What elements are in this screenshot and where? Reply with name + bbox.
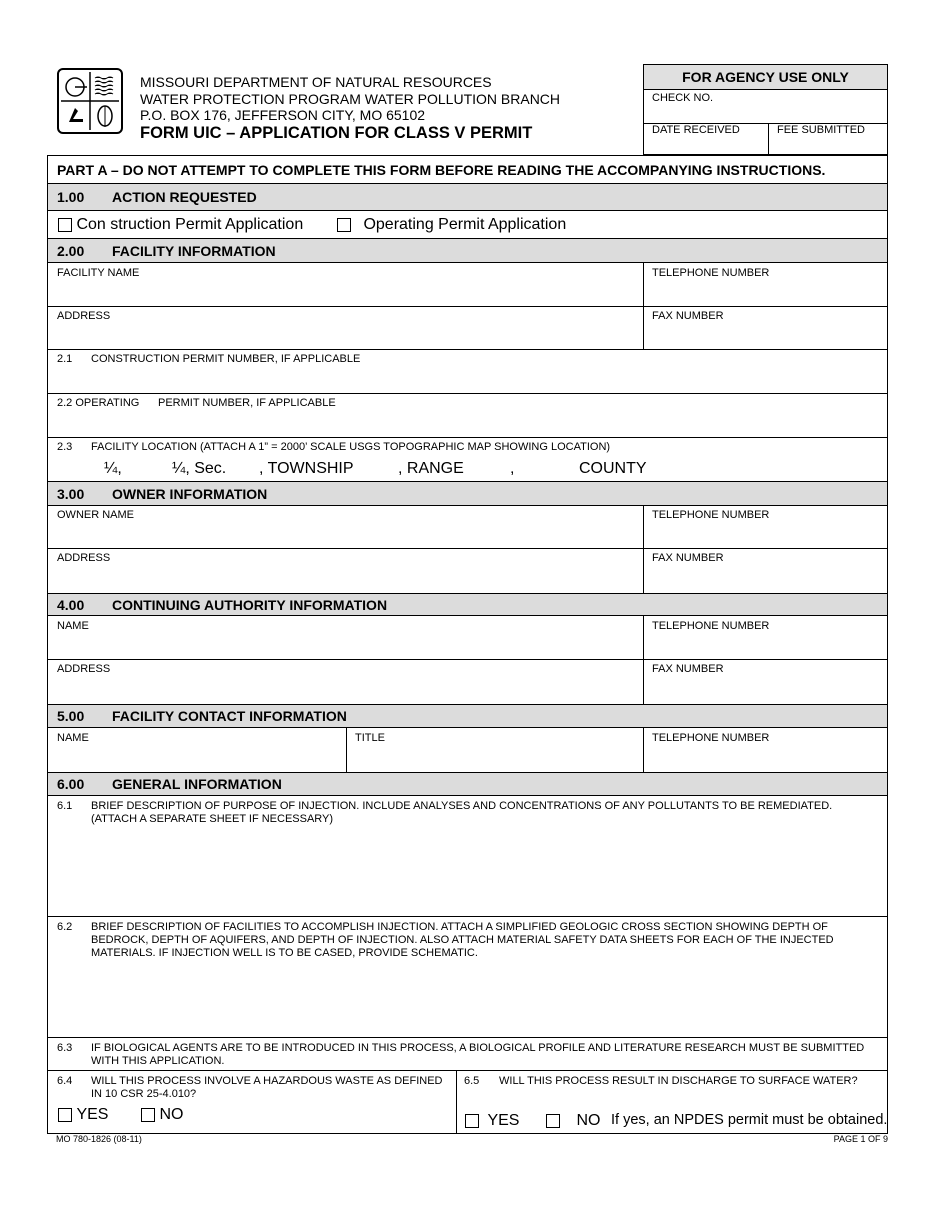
q65-yes-label: YES — [487, 1112, 520, 1129]
location-quarter-2-section[interactable]: ¼, Sec. — [172, 460, 227, 477]
q65-label: WILL THIS PROCESS RESULT IN DISCHARGE TO SURFACE WATER? — [499, 1075, 858, 1087]
location-comma: , — [510, 460, 515, 477]
form-title: FORM UIC – APPLICATION FOR CLASS V PERMIT — [140, 124, 533, 142]
hazard-discharge-row — [48, 1071, 887, 1133]
location-range[interactable]: , RANGE — [398, 460, 464, 477]
q64-no-checkbox[interactable] — [141, 1108, 155, 1122]
q63-number: 6.3 — [57, 1042, 73, 1054]
section-3-number: 3.00 — [57, 486, 85, 502]
authority-name-row — [48, 616, 887, 660]
agency-use-title: FOR AGENCY USE ONLY — [644, 65, 887, 90]
q21-number: 2.1 — [57, 353, 73, 365]
q62-label: BRIEF DESCRIPTION OF FACILITIES TO ACCOMPLISH INJECTION. ATTACH A SIMPLIFIED GEOLOGIC CROSS SECTION SHOWING DEPTH OF BEDROCK, DEPTH OF AQUIFERS, AND DEPTH OF INJECTION. ALSO ATTACH MATERIAL SAFETY DATA SHEETS FOR EACH OF THE INJECTED MATERIALS. IF INJECTION WELL IS TO BE CASED, PROVIDE SCHEMATIC. — [91, 921, 834, 959]
section-5-number: 5.00 — [57, 708, 85, 724]
agency-use-box — [643, 64, 888, 155]
page-number: PAGE 1 OF 9 — [833, 1134, 888, 1144]
q62-number: 6.2 — [57, 921, 73, 933]
injection-purpose-row[interactable] — [48, 796, 887, 917]
q23-label: FACILITY LOCATION (ATTACH A 1” = 2000’ SCALE USGS TOPOGRAPHIC MAP SHOWING LOCATION) — [91, 441, 611, 453]
facility-name-label: FACILITY NAME — [57, 267, 140, 279]
facility-name-field[interactable] — [48, 263, 643, 306]
section-3-title: OWNER INFORMATION — [112, 486, 268, 502]
section-5-header — [48, 705, 887, 728]
section-4-header — [48, 594, 887, 616]
facility-telephone-field[interactable] — [643, 263, 887, 306]
q22-number: 2.2 OPERATING — [57, 397, 140, 409]
section-6-header — [48, 773, 887, 796]
owner-fax-label: FAX NUMBER — [652, 552, 724, 564]
owner-address-field[interactable] — [48, 549, 643, 593]
agency-line-1: MISSOURI DEPARTMENT OF NATURAL RESOURCES — [140, 74, 492, 90]
location-county[interactable]: COUNTY — [579, 460, 647, 477]
construction-permit-number-row[interactable] — [48, 350, 887, 394]
facility-address-field[interactable] — [48, 307, 643, 349]
contact-row — [48, 728, 887, 773]
section-2-number: 2.00 — [57, 243, 85, 259]
owner-name-field[interactable] — [48, 506, 643, 548]
section-1-header — [48, 184, 887, 211]
authority-telephone-field[interactable] — [643, 616, 887, 659]
dnr-logo — [57, 68, 123, 134]
date-received-label: DATE RECEIVED — [652, 124, 740, 136]
operating-permit-option[interactable] — [337, 216, 566, 234]
q64-label: WILL THIS PROCESS INVOLVE A HAZARDOUS WASTE AS DEFINED IN 10 CSR 25-4.010? — [91, 1075, 443, 1100]
operating-permit-checkbox[interactable] — [337, 218, 351, 232]
facility-name-row — [48, 263, 887, 307]
authority-address-field[interactable] — [48, 660, 643, 704]
facility-address-row — [48, 307, 887, 350]
q64-yes-checkbox[interactable] — [58, 1108, 72, 1122]
injection-facilities-row[interactable] — [48, 917, 887, 1038]
contact-title-field[interactable] — [346, 728, 643, 772]
construction-permit-checkbox[interactable] — [58, 218, 72, 232]
q65-yes-option[interactable] — [465, 1112, 519, 1130]
q65-no-label: NO — [576, 1112, 601, 1129]
fee-submitted-label: FEE SUBMITTED — [777, 124, 866, 136]
construction-permit-option[interactable] — [58, 216, 303, 234]
section-6-title: GENERAL INFORMATION — [112, 776, 282, 792]
check-no-label: CHECK NO. — [652, 92, 714, 104]
owner-name-label: OWNER NAME — [57, 509, 134, 521]
section-2-header — [48, 239, 887, 263]
q23-number: 2.3 — [57, 441, 73, 453]
form-number: MO 780-1826 (08-11) — [56, 1134, 142, 1144]
authority-address-label: ADDRESS — [57, 663, 111, 675]
section-4-number: 4.00 — [57, 597, 85, 613]
dnr-logo-icon — [59, 70, 121, 132]
q65-no-option[interactable] — [546, 1112, 600, 1130]
date-received-field[interactable] — [644, 124, 768, 154]
q64-yes-label: YES — [76, 1106, 109, 1123]
section-2-title: FACILITY INFORMATION — [112, 243, 276, 259]
agency-line-3: P.O. BOX 176, JEFFERSON CITY, MO 65102 — [140, 107, 426, 123]
owner-telephone-field[interactable] — [643, 506, 887, 548]
section-4-title: CONTINUING AUTHORITY INFORMATION — [112, 597, 388, 613]
authority-address-row — [48, 660, 887, 705]
q61-number: 6.1 — [57, 800, 73, 812]
biological-agents-row — [48, 1038, 887, 1071]
section-1-title: ACTION REQUESTED — [112, 189, 257, 205]
facility-fax-field[interactable] — [643, 307, 887, 349]
authority-telephone-label: TELEPHONE NUMBER — [652, 620, 770, 632]
facility-telephone-label: TELEPHONE NUMBER — [652, 267, 770, 279]
part-a-header — [48, 156, 887, 184]
section-6-number: 6.00 — [57, 776, 85, 792]
authority-fax-label: FAX NUMBER — [652, 663, 724, 675]
construction-permit-label: Con struction Permit Application — [76, 216, 304, 233]
q64-no-label: NO — [159, 1106, 184, 1123]
owner-name-row — [48, 506, 887, 549]
contact-telephone-field[interactable] — [643, 728, 887, 772]
owner-address-label: ADDRESS — [57, 552, 111, 564]
owner-fax-field[interactable] — [643, 549, 887, 593]
q21-label: CONSTRUCTION PERMIT NUMBER, IF APPLICABLE — [91, 353, 361, 365]
check-no-field[interactable] — [644, 90, 887, 124]
npdes-note: If yes, an NPDES permit must be obtained. — [611, 1112, 888, 1128]
q64-yes-option[interactable] — [58, 1106, 108, 1124]
q22-label: PERMIT NUMBER, IF APPLICABLE — [158, 397, 336, 409]
part-a-text: PART A – DO NOT ATTEMPT TO COMPLETE THIS FORM BEFORE READING THE ACCOMPANYING INSTRUCTIONS. — [57, 162, 826, 178]
q65-no-checkbox[interactable] — [546, 1114, 560, 1128]
facility-fax-label: FAX NUMBER — [652, 310, 724, 322]
authority-name-field[interactable] — [48, 616, 643, 659]
q65-number: 6.5 — [464, 1075, 480, 1087]
facility-location-row — [48, 438, 887, 482]
section-1-number: 1.00 — [57, 189, 85, 205]
contact-telephone-label: TELEPHONE NUMBER — [652, 732, 770, 744]
operating-permit-label: Operating Permit Application — [363, 216, 567, 233]
contact-name-label: NAME — [57, 732, 89, 744]
application-form — [47, 155, 888, 1134]
q64-no-option[interactable] — [141, 1106, 183, 1124]
contact-title-label: TITLE — [355, 732, 385, 744]
fee-submitted-field[interactable] — [768, 124, 888, 154]
section-5-title: FACILITY CONTACT INFORMATION — [112, 708, 347, 724]
authority-fax-field[interactable] — [643, 660, 887, 704]
agency-line-2: WATER PROTECTION PROGRAM WATER POLLUTION BRANCH — [140, 91, 561, 107]
q65-yes-checkbox[interactable] — [465, 1114, 479, 1128]
surface-discharge-question — [456, 1071, 887, 1133]
location-quarter-1[interactable]: ¼, — [104, 460, 122, 477]
authority-name-label: NAME — [57, 620, 89, 632]
q63-label: IF BIOLOGICAL AGENTS ARE TO BE INTRODUCED IN THIS PROCESS, A BIOLOGICAL PROFILE AND LITERATURE RESEARCH MUST BE SUBMITTED WITH THIS APPLICATION. — [91, 1042, 865, 1067]
section-3-header — [48, 482, 887, 506]
q61-label: BRIEF DESCRIPTION OF PURPOSE OF INJECTION. INCLUDE ANALYSES AND CONCENTRATIONS OF ANY POLLUTANTS TO BE REMEDIATED. (ATTACH A SEPARATE SHEET IF NECESSARY) — [91, 800, 833, 825]
facility-address-label: ADDRESS — [57, 310, 111, 322]
owner-telephone-label: TELEPHONE NUMBER — [652, 509, 770, 521]
owner-address-row — [48, 549, 887, 594]
contact-name-field[interactable] — [48, 728, 346, 772]
q64-number: 6.4 — [57, 1075, 73, 1087]
hazardous-waste-question — [48, 1071, 456, 1133]
location-township[interactable]: , TOWNSHIP — [259, 460, 354, 477]
operating-permit-number-row[interactable] — [48, 394, 887, 438]
action-requested-row — [48, 211, 887, 239]
